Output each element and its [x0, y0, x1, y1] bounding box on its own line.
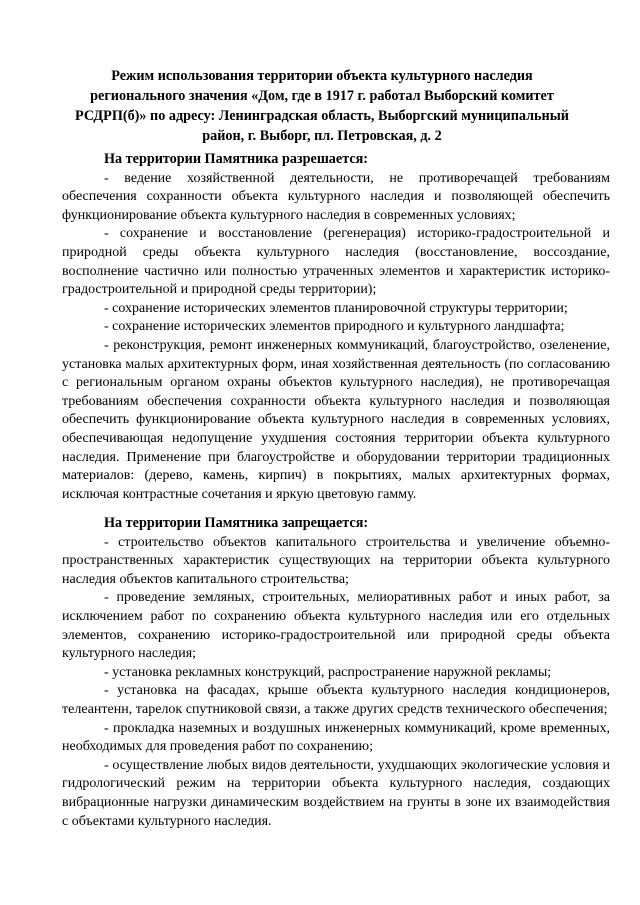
prohibited-heading: На территории Памятника запрещается: [104, 515, 369, 531]
prohibited-item: - установка рекламных конструкций, распространение наружной рекламы; [104, 664, 552, 680]
prohibited-item: - прокладка наземных и воздушных инженерных коммуникаций, кроме временных, необходимых для проведения работ по сохранению; [62, 720, 610, 755]
prohibited-item: - осуществление любых видов деятельности, ухудшающих экологические условия и гидрологический режим на территории объекта культурного наследия, создающих вибрационные нагрузки динамическим воздействием на грунты в зоне их взаимодействия с объектами культурного наследия. [62, 757, 610, 829]
prohibited-item: - установка на фасадах, крыше объекта культурного наследия кондиционеров, телеантенн, тарелок спутниковой связи, а также других средств технического обеспечения; [62, 683, 610, 717]
prohibited-item: - проведение земляных, строительных, мелиоративных работ и иных работ, за исключением работ по сохранению объекта культурного наследия или его отдельных элементов, сохранению историко-градостроительной или природной среды объекта культурного наследия; [62, 590, 610, 662]
allowed-item: - реконструкция, ремонт инженерных коммуникаций, благоустройство, озеленение, установка малых архитектурных форм, иная хозяйственная деятельность (по согласованию с региональным органом охраны объектов культурного наследия), не противоречащая требованиям обеспечения сохранности объекта культурного наследия и позволяющая обеспечить функционирование объекта культурного наследия в современных условиях, обеспечивающая недопущение ухудшения состояния территории объекта культурного наследия. Применение при благоустройстве и оборудовании территории традиционных материалов: (дерево, камень, кирпич) в покрытиях, малых архитектурных формах, исключая контрастные сочетания и яркую цветовую гамму. [62, 337, 610, 502]
prohibited-section [62, 514, 610, 831]
prohibited-item: - строительство объектов капитального строительства и увеличение объемно-пространственных характеристик существующих на территории объекта культурного наследия объектов капитального строительства; [62, 534, 610, 587]
allowed-item: - сохранение и восстановление (регенерация) историко-градостроительной и природной среды объекта культурного наследия (восстановление, воссоздание, восполнение частично или полностью утраченных элементов и характеристик историко-градостроительной и природной среды территории); [62, 226, 610, 298]
allowed-item: - ведение хозяйственной деятельности, не противоречащей требованиям обеспечения сохранности объекта культурного наследия и позволяющей обеспечить функционирование объекта культурного наследия в современных условиях; [62, 170, 610, 223]
allowed-section [62, 150, 610, 504]
allowed-item: - сохранение исторических элементов природного и культурного ландшафта; [104, 319, 565, 335]
allowed-item: - сохранение исторических элементов планировочной структуры территории; [104, 300, 568, 316]
allowed-heading: На территории Памятника разрешается: [104, 151, 369, 167]
document-title: Режим использования территории объекта культурного наследия регионального значения «Дом, где в 1917 г. работал Выборский комитет РСДРП(б)» по адресу: Ленинградская область, Выборгский муниципальный район, г. Выборг, пл. Петровская, д. 2 [75, 68, 569, 144]
